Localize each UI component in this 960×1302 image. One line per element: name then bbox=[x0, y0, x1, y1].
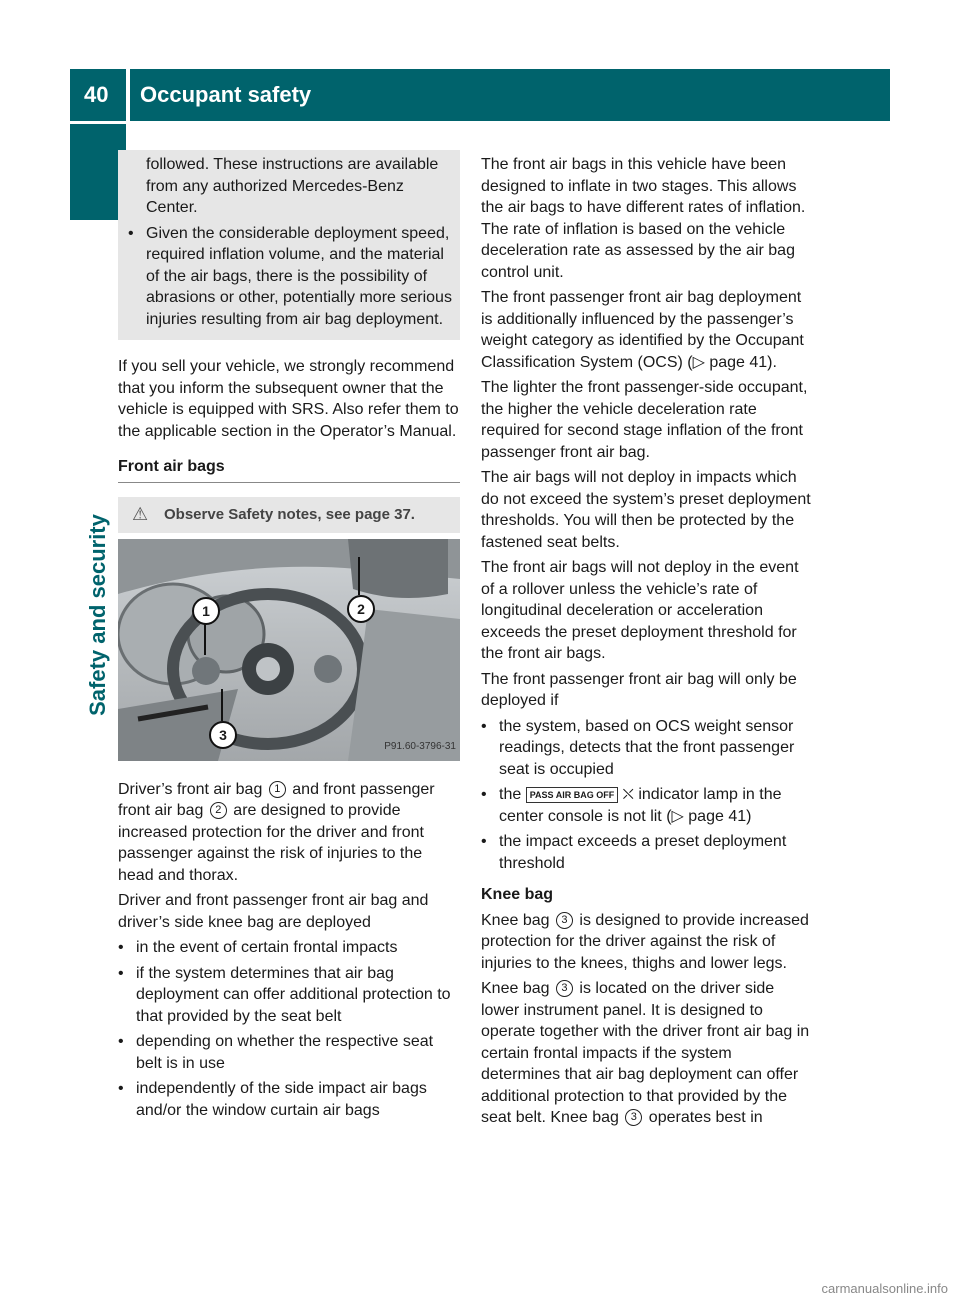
warning-text: Observe Safety notes, see page 37. bbox=[164, 505, 415, 523]
list-item-text bbox=[499, 784, 813, 827]
callout-ref: 3 bbox=[625, 1109, 642, 1126]
warning-triangle-icon: ⚠ bbox=[132, 503, 149, 524]
callout-2-leader bbox=[358, 557, 360, 595]
callout-ref: 2 bbox=[210, 802, 227, 819]
bullet-icon: • bbox=[481, 786, 487, 803]
bullet-icon: • bbox=[118, 1080, 124, 1097]
sell-paragraph: If you sell your vehicle, we strongly recommend that you inform the subsequent owner that the vehicle is equipped with SRS. Also refer them to the applicable section in the Operator’s Manual. bbox=[118, 358, 459, 440]
page-number: 40 bbox=[84, 82, 109, 107]
list-item bbox=[481, 784, 813, 827]
list-item-text: depending on whether the respective seat belt is in use bbox=[136, 1033, 434, 1072]
page-title: Occupant safety bbox=[140, 82, 312, 107]
para-a-part: are designed to provide increased protection for the driver and front passenger against the risk of injuries to the head and thorax. bbox=[118, 802, 424, 884]
side-tab bbox=[78, 485, 118, 745]
list-item bbox=[118, 937, 460, 959]
bullet-icon: • bbox=[481, 717, 487, 735]
list-item bbox=[128, 223, 456, 331]
knee-p1-pre: Knee bag bbox=[481, 911, 550, 929]
paragraph: The lighter the front passenger-side occupant, the higher the vehicle deceleration rate required for second stage inflation of the front passenger front air bag. bbox=[481, 379, 808, 461]
list-item-text: the impact exceeds a preset deployment threshold bbox=[499, 833, 787, 872]
list-item bbox=[118, 1031, 460, 1074]
dashboard-illustration bbox=[118, 539, 460, 761]
knee-p2-pre: Knee bag bbox=[481, 980, 550, 997]
deployment-paragraph: Driver and front passenger front air bag and driver’s side knee bag are deployed bbox=[118, 892, 429, 931]
list-item-text: in the event of certain frontal impacts bbox=[136, 939, 398, 956]
list-item-text: independently of the side impact air bags and/or the window curtain air bags bbox=[136, 1080, 427, 1119]
paragraph: The front air bags in this vehicle have been designed to inflate in two stages. This allows the air bags to have different rates of inflation. The rate of inflation is based on the vehicle deceleration rate as assessed by the air bag control unit. bbox=[481, 156, 806, 281]
pass-air-bag-off-icon: PASS AIR BAG OFF bbox=[526, 787, 619, 803]
callout-3-marker: 3 bbox=[209, 721, 237, 749]
bullet-icon: • bbox=[118, 939, 124, 956]
para-a-part: Driver’s front air bag bbox=[118, 780, 263, 798]
list-item bbox=[481, 831, 813, 874]
para-a-part: and front passenger front air bag bbox=[118, 780, 435, 819]
section-heading: Front air bags bbox=[118, 456, 460, 483]
watermark: carmanualsonline.info bbox=[821, 1281, 948, 1296]
callout-ref: 3 bbox=[556, 980, 573, 997]
list-item bbox=[118, 963, 460, 1028]
callout-1-marker: 1 bbox=[192, 597, 220, 625]
list-item bbox=[118, 1078, 460, 1121]
bullet2-pre: the bbox=[499, 786, 522, 803]
side-tab-label: Safety and security bbox=[85, 514, 110, 716]
paragraph: The front air bags will not deploy in the event of a rollover unless the vehicle’s rate of longitudinal deceleration or acceleration exceeds the preset deployment threshold for the front air bags. bbox=[481, 559, 799, 662]
paragraph: The air bags will not deploy in impacts which do not exceed the system’s preset deployment thresholds. You will then be protected by the fastened seat belts. bbox=[481, 469, 811, 551]
bullet-icon: • bbox=[481, 833, 487, 850]
bullet-icon: • bbox=[128, 224, 134, 242]
list-item-text: if the system determines that air bag deployment can offer additional protection to that provided by the seat belt bbox=[136, 964, 451, 1025]
header-divider bbox=[126, 69, 130, 121]
callout-3-leader bbox=[221, 689, 223, 721]
paragraph: The front passenger front air bag will only be deployed if bbox=[481, 670, 797, 709]
dashboard-drawing bbox=[118, 539, 460, 761]
bullet-icon: • bbox=[118, 1033, 124, 1050]
box-bullet-text: Given the considerable deployment speed, required inflation volume, and the material of the air bags, there is the possibility of abrasions or other, potentially more serious injuries resulting from air bag deployment. bbox=[146, 224, 452, 328]
knee-bag-heading: Knee bag bbox=[481, 886, 554, 903]
warning-banner bbox=[118, 497, 460, 533]
box-text: followed. These instructions are available from any authorized Mercedes-Benz Center. bbox=[146, 156, 439, 216]
callout-ref: 3 bbox=[556, 912, 573, 929]
callout-ref: 1 bbox=[269, 781, 286, 798]
driver-airbag-paragraph bbox=[118, 779, 460, 887]
paragraph: The front passenger front air bag deployment is additionally influenced by the passenger’s weight category as identified by the Occupant Classification System (OCS) (▷ page 41). bbox=[481, 289, 804, 371]
list-item bbox=[481, 716, 813, 781]
safety-note-box bbox=[118, 150, 460, 340]
callout-1-leader bbox=[204, 623, 206, 655]
callout-2-marker: 2 bbox=[347, 595, 375, 623]
seat-occupant-icon: ⛌ bbox=[622, 786, 634, 803]
knee-p2-post: operates best in bbox=[648, 1109, 763, 1126]
right-column bbox=[481, 154, 813, 1133]
figure-code: P91.60-3796-31 bbox=[384, 741, 456, 752]
knee-paragraph-1 bbox=[481, 910, 813, 975]
knee-paragraph-2 bbox=[481, 978, 813, 1129]
bullet2-post: indicator lamp in the center console is not lit (▷ page 41) bbox=[499, 786, 782, 825]
bullet-icon: • bbox=[118, 964, 124, 982]
left-column bbox=[118, 150, 460, 1125]
knee-p1-post: is designed to provide increased protection for the driver against the risk of injuries to the knees, thighs and lower legs. bbox=[481, 911, 809, 972]
list-item-text: the system, based on OCS weight sensor readings, detects that the front passenger seat is occupied bbox=[499, 717, 795, 778]
knee-p2-mid: is located on the driver side lower instrument panel. It is designed to operate together with the driver front air bag in certain frontal impacts if the system determines that air bag deployment can offer additional protection to that provided by the seat belt. Knee bag bbox=[481, 980, 810, 1126]
